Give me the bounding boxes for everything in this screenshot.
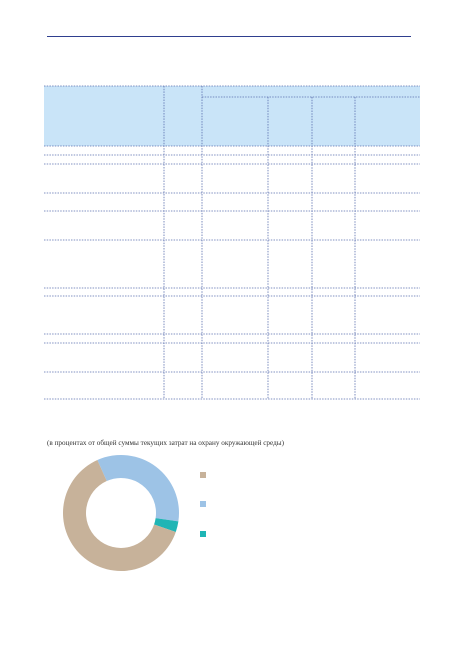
legend-swatch-teal [200, 531, 206, 537]
legend-swatch-blue [200, 501, 206, 507]
table-header-fill [44, 86, 420, 146]
chart-legend [200, 470, 400, 550]
legend-item [200, 529, 210, 539]
legend-item [200, 470, 210, 480]
legend-swatch-tan [200, 472, 206, 478]
legend-item [200, 499, 210, 509]
chart-caption: (в процентах от общей суммы текущих затрат на охрану окружающей среды) [47, 439, 284, 447]
donut-chart [60, 452, 182, 574]
donut-slice-blue [97, 455, 179, 521]
